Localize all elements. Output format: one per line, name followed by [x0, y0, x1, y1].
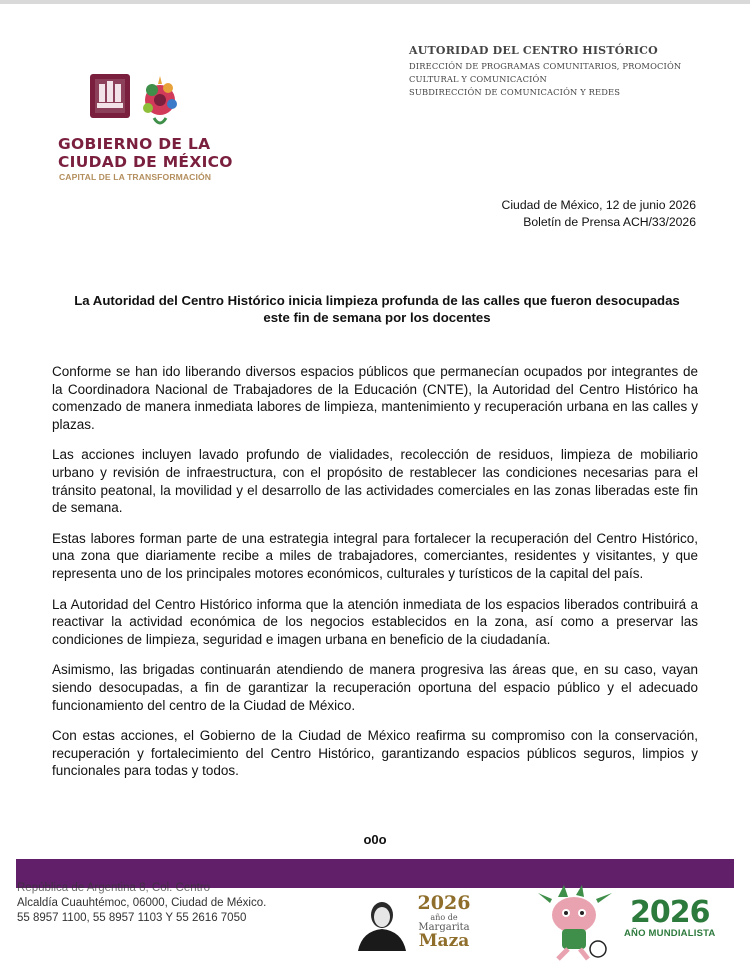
body-paragraph: Conforme se han ido liberando diversos espacios públicos que permanecían ocupados por integrantes de la Coordinadora Nacional de Trabajadores de la Educación (CNTE), la Autoridad del Centro Histórico ha comenzado de manera inmediata labores de limpieza, mantenimiento y recuperación urbana en las calles y plazas. [52, 364, 698, 432]
mundial-label: AÑO MUNDIALISTA [624, 928, 716, 939]
ano-mundialista-logo [624, 895, 716, 939]
place-and-date: Ciudad de México, 12 de junio 2026 [501, 198, 696, 212]
margarita-maza-year-logo [414, 893, 474, 950]
address-city: Alcaldía Cuauhtémoc, 06000, Ciudad de México. [17, 897, 267, 909]
issuing-authority-header [409, 44, 729, 99]
end-separator: o0o [363, 832, 387, 847]
margarita-year: 2026 [417, 892, 471, 914]
margarita-maza-portrait-icon [352, 893, 412, 953]
subdirectorate-line: SUBDIRECCIÓN DE COMUNICACIÓN Y REDES [409, 87, 621, 97]
title-line-2: este fin de semana por los docentes [263, 310, 491, 325]
axolotl-mascot-icon [528, 885, 620, 961]
margarita-prefix: año de [430, 913, 458, 922]
body-paragraph: La Autoridad del Centro Histórico informa que la atención inmediata de los espacios liberados contribuirá a reactivar la actividad económica de los negocios establecidos en la zona, así como a preservar las condiciones de limpieza, seguridad e imagen urbana en beneficio de la ciudadanía. [52, 596, 698, 647]
address-phones: 55 8957 1100, 55 8957 1103 Y 55 2616 7050 [17, 912, 247, 924]
body-paragraph: Asimismo, las brigadas continuarán atendiendo de manera progresiva las áreas que, en su caso, vayan siendo desocupadas, a fin de garantizar la recuperación oportuna del espacio público y el adecuado funcionamiento del centro de la Ciudad de México. [52, 662, 698, 713]
directorate-line-1: DIRECCIÓN DE PROGRAMAS COMUNITARIOS, PROMOCIÓN [409, 61, 682, 71]
top-edge [0, 0, 750, 4]
body-paragraph: Con estas acciones, el Gobierno de la Ciudad de México reafirma su compromiso con la conservación, recuperación y fortalecimiento del Centro Histórico, garantizando espacios públicos seguros, limpios y funcionales para todas y todos. [52, 728, 698, 779]
press-release-title [54, 292, 700, 326]
footer-address [17, 881, 266, 926]
margarita-name-2: Maza [418, 931, 470, 951]
address-street: República de Argentina 8, Col. Centro [17, 882, 211, 894]
authority-name: AUTORIDAD DEL CENTRO HISTÓRICO [409, 44, 658, 57]
body-paragraph: Las acciones incluyen lavado profundo de vialidades, recolección de residuos, limpieza de mobiliario urbano y revisión de infraestructura, con el propósito de restablecer las condiciones necesarias para el tránsito peatonal, la movilidad y el desarrollo de las actividades comerciales en las zonas liberadas este fin de semana. [52, 447, 698, 516]
logo-line-2: CIUDAD DE MÉXICO [58, 153, 233, 171]
press-release-body [52, 363, 698, 793]
directorate-line-2: CULTURAL Y COMUNICACIÓN [409, 74, 547, 84]
coat-of-arms-icon [88, 70, 188, 132]
mundial-year: 2026 [629, 895, 710, 930]
title-line-1: La Autoridad del Centro Histórico inicia limpieza profunda de las calles que fueron desocupadas [74, 293, 680, 308]
margarita-name-1: Margarita [418, 922, 470, 933]
government-logo [58, 70, 233, 182]
dateline [502, 197, 696, 231]
bulletin-number: Boletín de Prensa ACH/33/2026 [523, 215, 696, 229]
logo-tagline: CAPITAL DE LA TRANSFORMACIÓN [59, 172, 212, 182]
body-paragraph: Estas labores forman parte de una estrategia integral para fortalecer la recuperación del Centro Histórico, una zona que diariamente recibe a miles de trabajadores, comerciantes, residentes y visitantes, y que representa uno de los principales motores económicos, culturales y turísticos de la capital del país. [52, 530, 698, 581]
logo-line-1: GOBIERNO DE LA [58, 135, 211, 153]
